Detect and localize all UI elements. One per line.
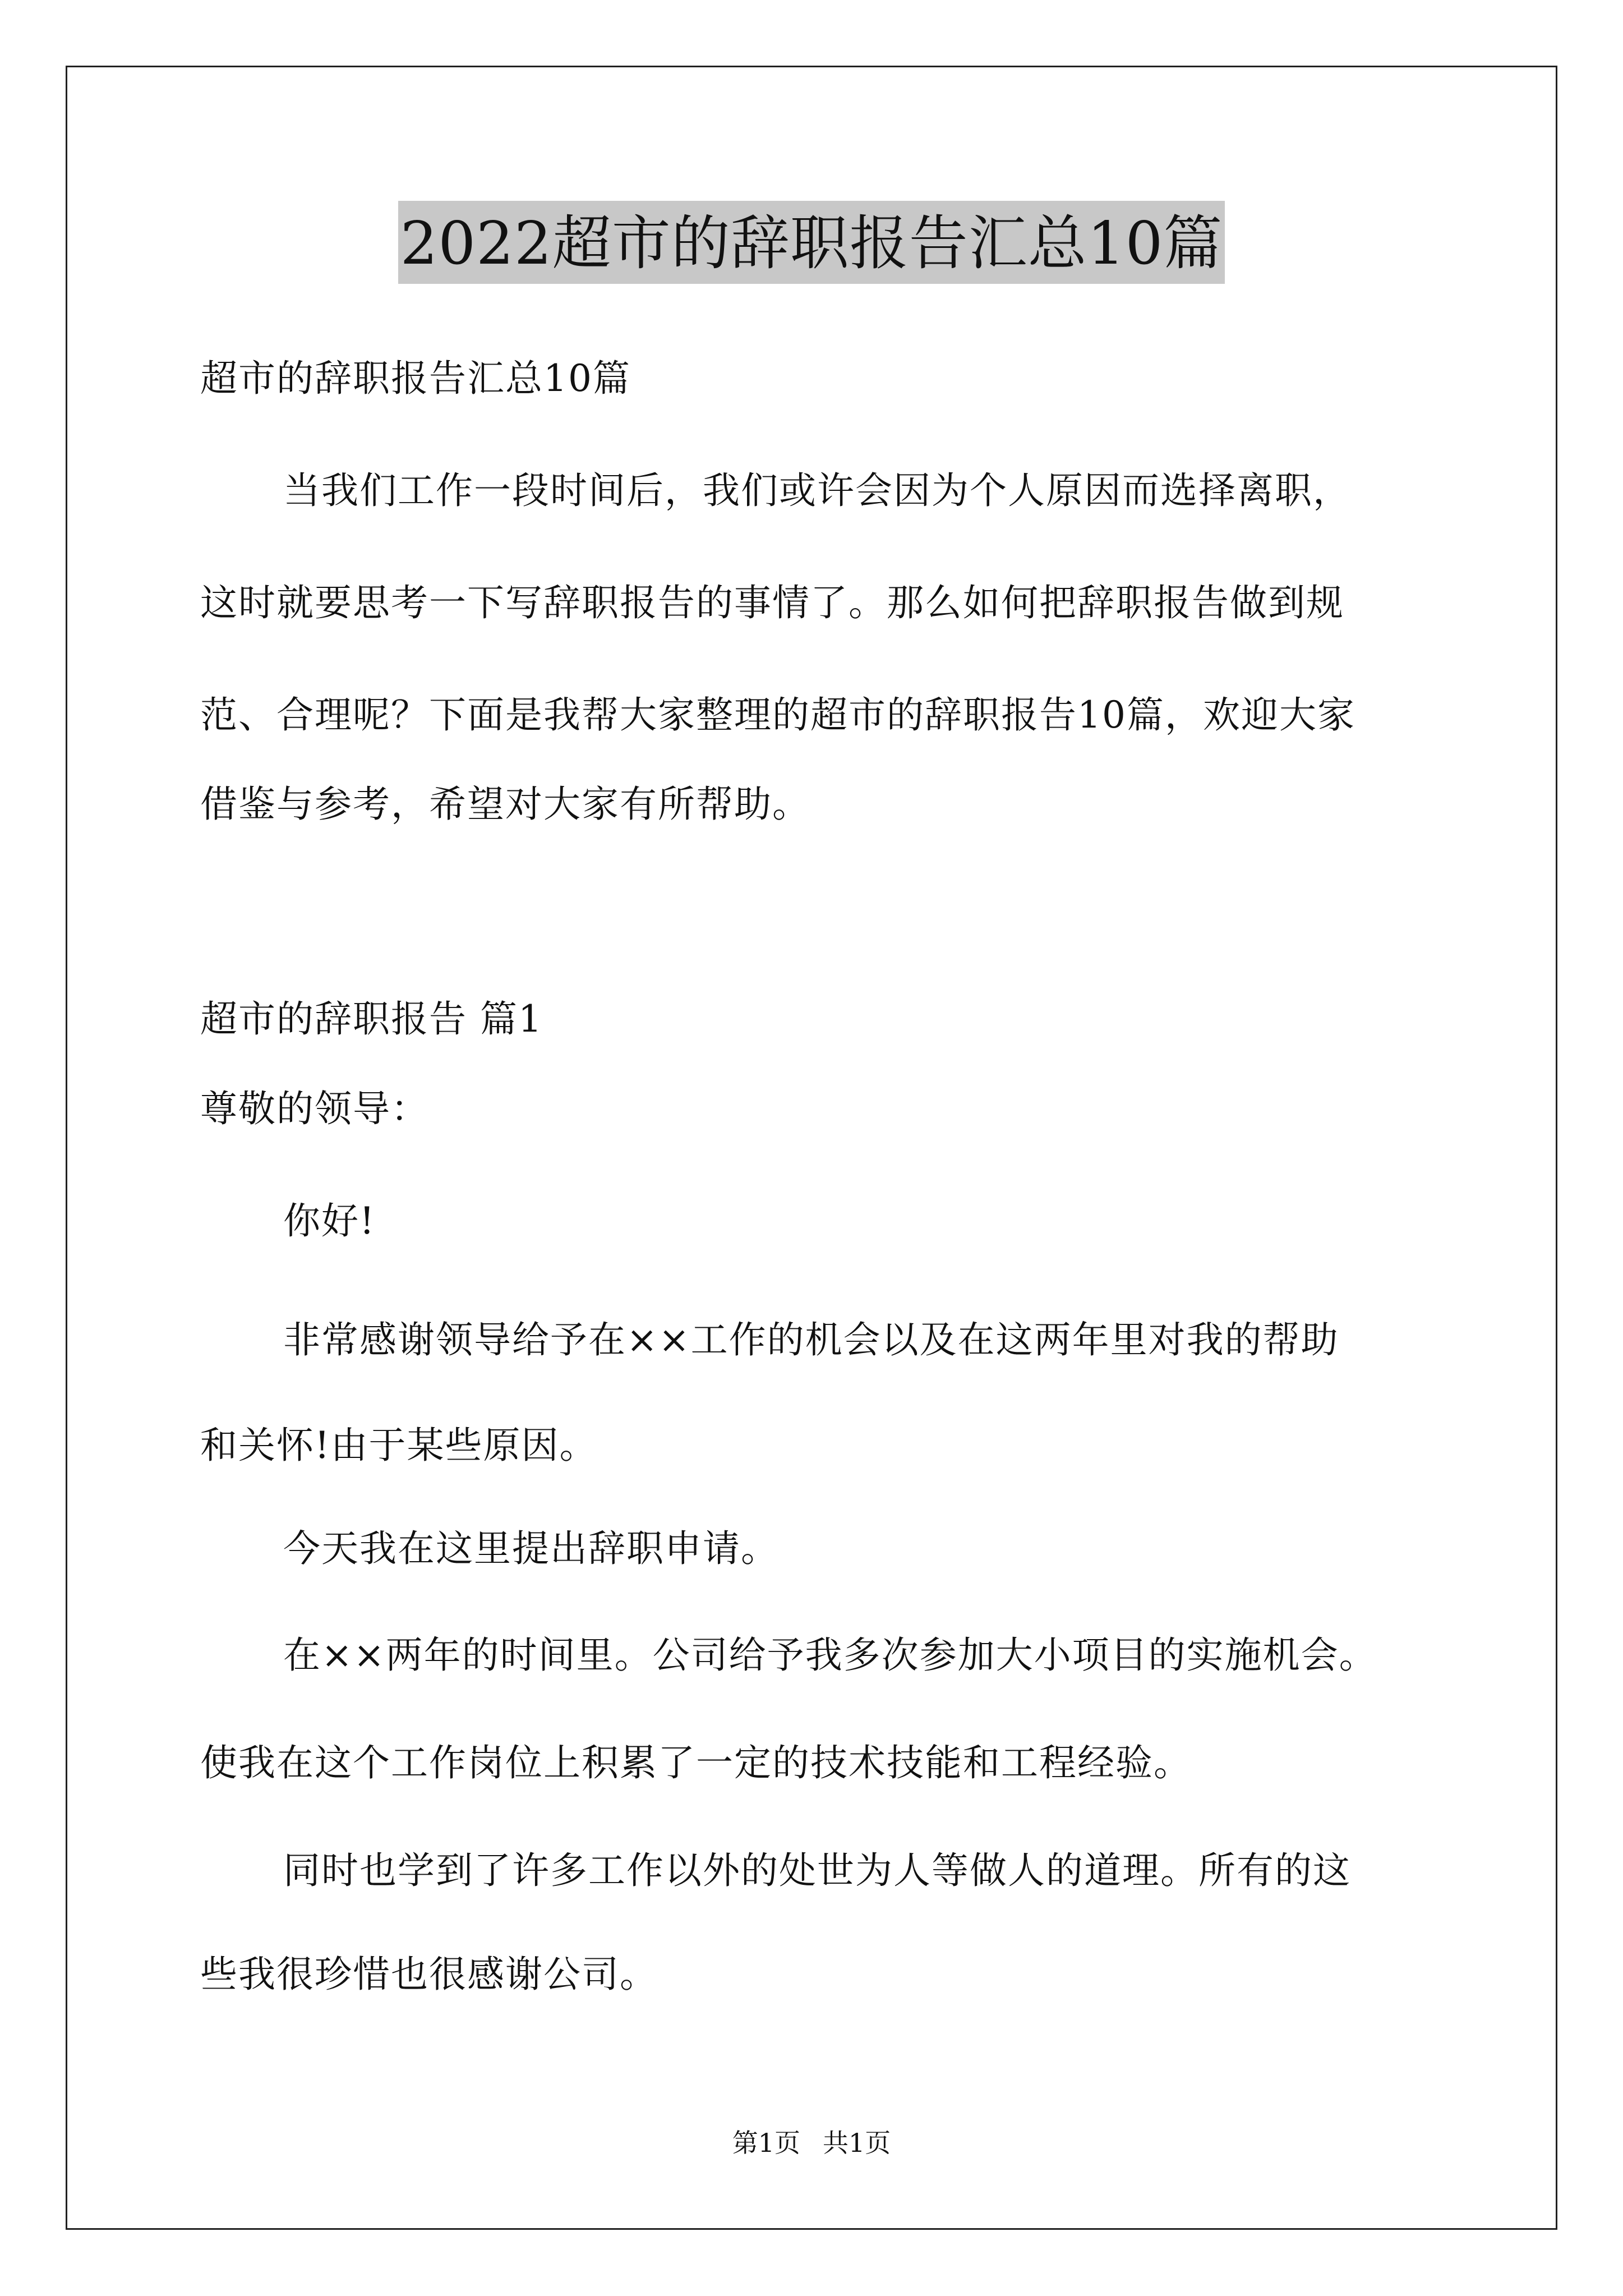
body-line: 些我很珍惜也很感谢公司。 bbox=[200, 1953, 658, 1996]
greeting: 你好! bbox=[283, 1199, 376, 1243]
body-line: 和关怀!由于某些原因。 bbox=[200, 1424, 598, 1467]
intro-line: 当我们工作一段时间后，我们或许会因为个人原因而选择离职， bbox=[283, 469, 1351, 512]
page-footer bbox=[0, 2127, 1623, 2159]
document-title: 2022超市的辞职报告汇总10篇 bbox=[398, 201, 1225, 284]
intro-line: 借鉴与参考，希望对大家有所帮助。 bbox=[200, 783, 810, 826]
section-heading: 超市的辞职报告 篇1 bbox=[200, 997, 543, 1041]
intro-line: 范、合理呢？下面是我帮大家整理的超市的辞职报告10篇，欢迎大家 bbox=[200, 693, 1355, 737]
salutation: 尊敬的领导： bbox=[200, 1087, 429, 1130]
title-container bbox=[0, 201, 1623, 284]
intro-line: 这时就要思考一下写辞职报告的事情了。那么如何把辞职报告做到规 bbox=[200, 581, 1344, 624]
document-subtitle: 超市的辞职报告汇总10篇 bbox=[200, 357, 631, 400]
body-line: 同时也学到了许多工作以外的处世为人等做人的道理。所有的这 bbox=[283, 1849, 1351, 1892]
body-line: 非常感谢领导给予在××工作的机会以及在这两年里对我的帮助 bbox=[283, 1318, 1339, 1361]
body-line: 今天我在这里提出辞职申请。 bbox=[283, 1527, 779, 1570]
body-line: 使我在这个工作岗位上积累了一定的技术技能和工程经验。 bbox=[200, 1741, 1192, 1784]
page-total: 共1页 bbox=[823, 2128, 891, 2158]
page-number: 第1页 bbox=[732, 2128, 800, 2158]
body-line: 在××两年的时间里。公司给予我多次参加大小项目的实施机会。 bbox=[283, 1634, 1377, 1677]
